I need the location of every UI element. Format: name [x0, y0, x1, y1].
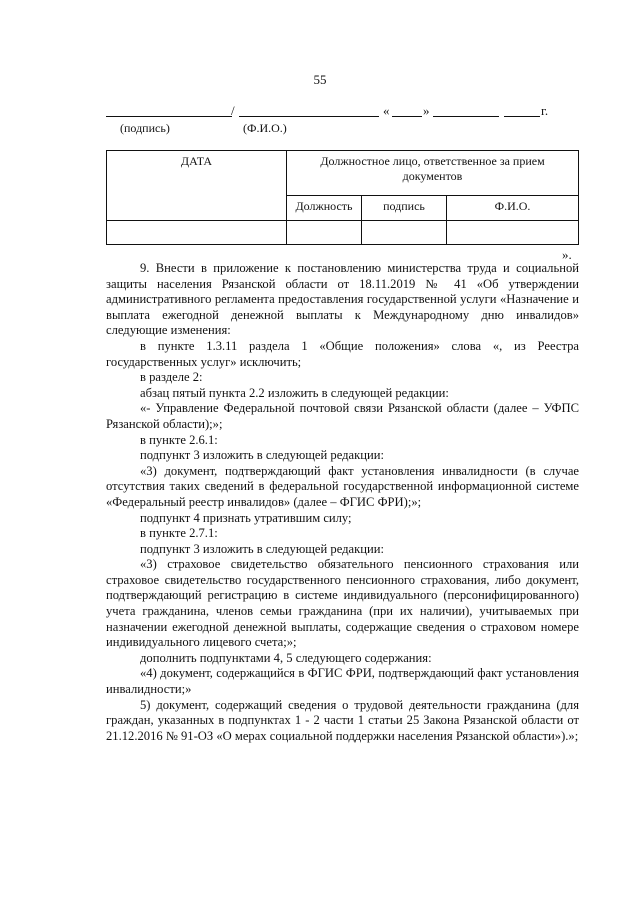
signature-line: [106, 103, 556, 119]
paragraph: подпункт 3 изложить в следующей редакции:: [140, 448, 384, 463]
date-quote-close: »: [423, 103, 430, 118]
header-date: ДАТА: [107, 151, 287, 221]
header-signature: подпись: [362, 196, 447, 221]
paragraph: абзац пятый пункта 2.2 изложить в следующей редакции:: [140, 385, 449, 400]
document-body: [106, 261, 579, 744]
paragraph: в разделе 2:: [140, 370, 203, 385]
paragraph: в пункте 1.3.11 раздела 1 «Общие положения» слова «, из Реестра государственных услуг» исключить;: [106, 338, 579, 369]
closing-mark: ».: [562, 247, 572, 262]
table-cell: [447, 221, 579, 245]
year-blank: [504, 116, 540, 117]
paragraph: «3) документ, подтверждающий факт установления инвалидности (в случае отсутствия таких сведений в федеральной государственной информационной системе «Федеральный реестр инвалидов» (далее – ФГИС ФРИ);»;: [106, 463, 579, 509]
header-official: Должностное лицо, ответственное за прием документов: [287, 151, 579, 196]
paragraph: 5) документ, содержащий сведения о трудовой деятельности гражданина (для граждан, указанных в подпунктах 1 - 2 части 1 статьи 25 Закона Рязанской области от 21.12.2016 № 91-ОЗ «О мерах социальной поддержки населения Рязанской области»).»;: [106, 697, 579, 743]
fio-blank: [239, 116, 379, 117]
table-cell: [107, 221, 287, 245]
paragraph: «4) документ, содержащийся в ФГИС ФРИ, подтверждающий факт установления инвалидности;»: [106, 666, 579, 697]
date-quote-open: «: [383, 103, 390, 118]
table-cell: [362, 221, 447, 245]
paragraph: в пункте 2.6.1:: [140, 432, 218, 447]
paragraph: подпункт 4 признать утратившим силу;: [140, 510, 352, 525]
acceptance-table: [106, 150, 579, 245]
table-cell: [287, 221, 362, 245]
header-fio: Ф.И.О.: [447, 196, 579, 221]
signature-slash: /: [231, 103, 235, 118]
label-fio: (Ф.И.О.): [243, 121, 287, 135]
paragraph: «- Управление Федеральной почтовой связи Рязанской области (далее – УФПС Рязанской области);»;: [106, 401, 579, 431]
month-blank: [433, 116, 499, 117]
signature-blank: [106, 116, 232, 117]
page-number: 55: [313, 72, 327, 87]
paragraph: 9. Внести в приложение к постановлению министерства труда и социальной защиты населения Рязанской области от 18.11.2019 № 41 «Об утверждении административного регламента предоставления государственной услуги «Назначение и выплата ежегодной денежной выплаты к Международному дню инвалидов» следующие изменения:: [106, 261, 579, 338]
paragraph: «3) страховое свидетельство обязательного пенсионного страхования или страховое свидетельство государственного пенсионного страхования, либо документ, подтверждающий регистрацию в системе индивидуального (персонифицированного) учета гражданина, членов семьи гражданина (при их наличии), учитываемых при назначении ежегодной денежной выплаты, содержащие сведения о страховом номере индивидуального лицевого счета;»;: [106, 557, 579, 650]
label-signature: (подпись): [120, 121, 170, 135]
paragraph: в пункте 2.7.1:: [140, 526, 218, 541]
header-position: Должность: [287, 196, 362, 221]
paragraph: подпункт 3 изложить в следующей редакции:: [140, 541, 384, 556]
year-suffix: г.: [541, 103, 549, 118]
day-blank: [392, 116, 422, 117]
paragraph: дополнить подпунктами 4, 5 следующего содержания:: [140, 650, 432, 665]
